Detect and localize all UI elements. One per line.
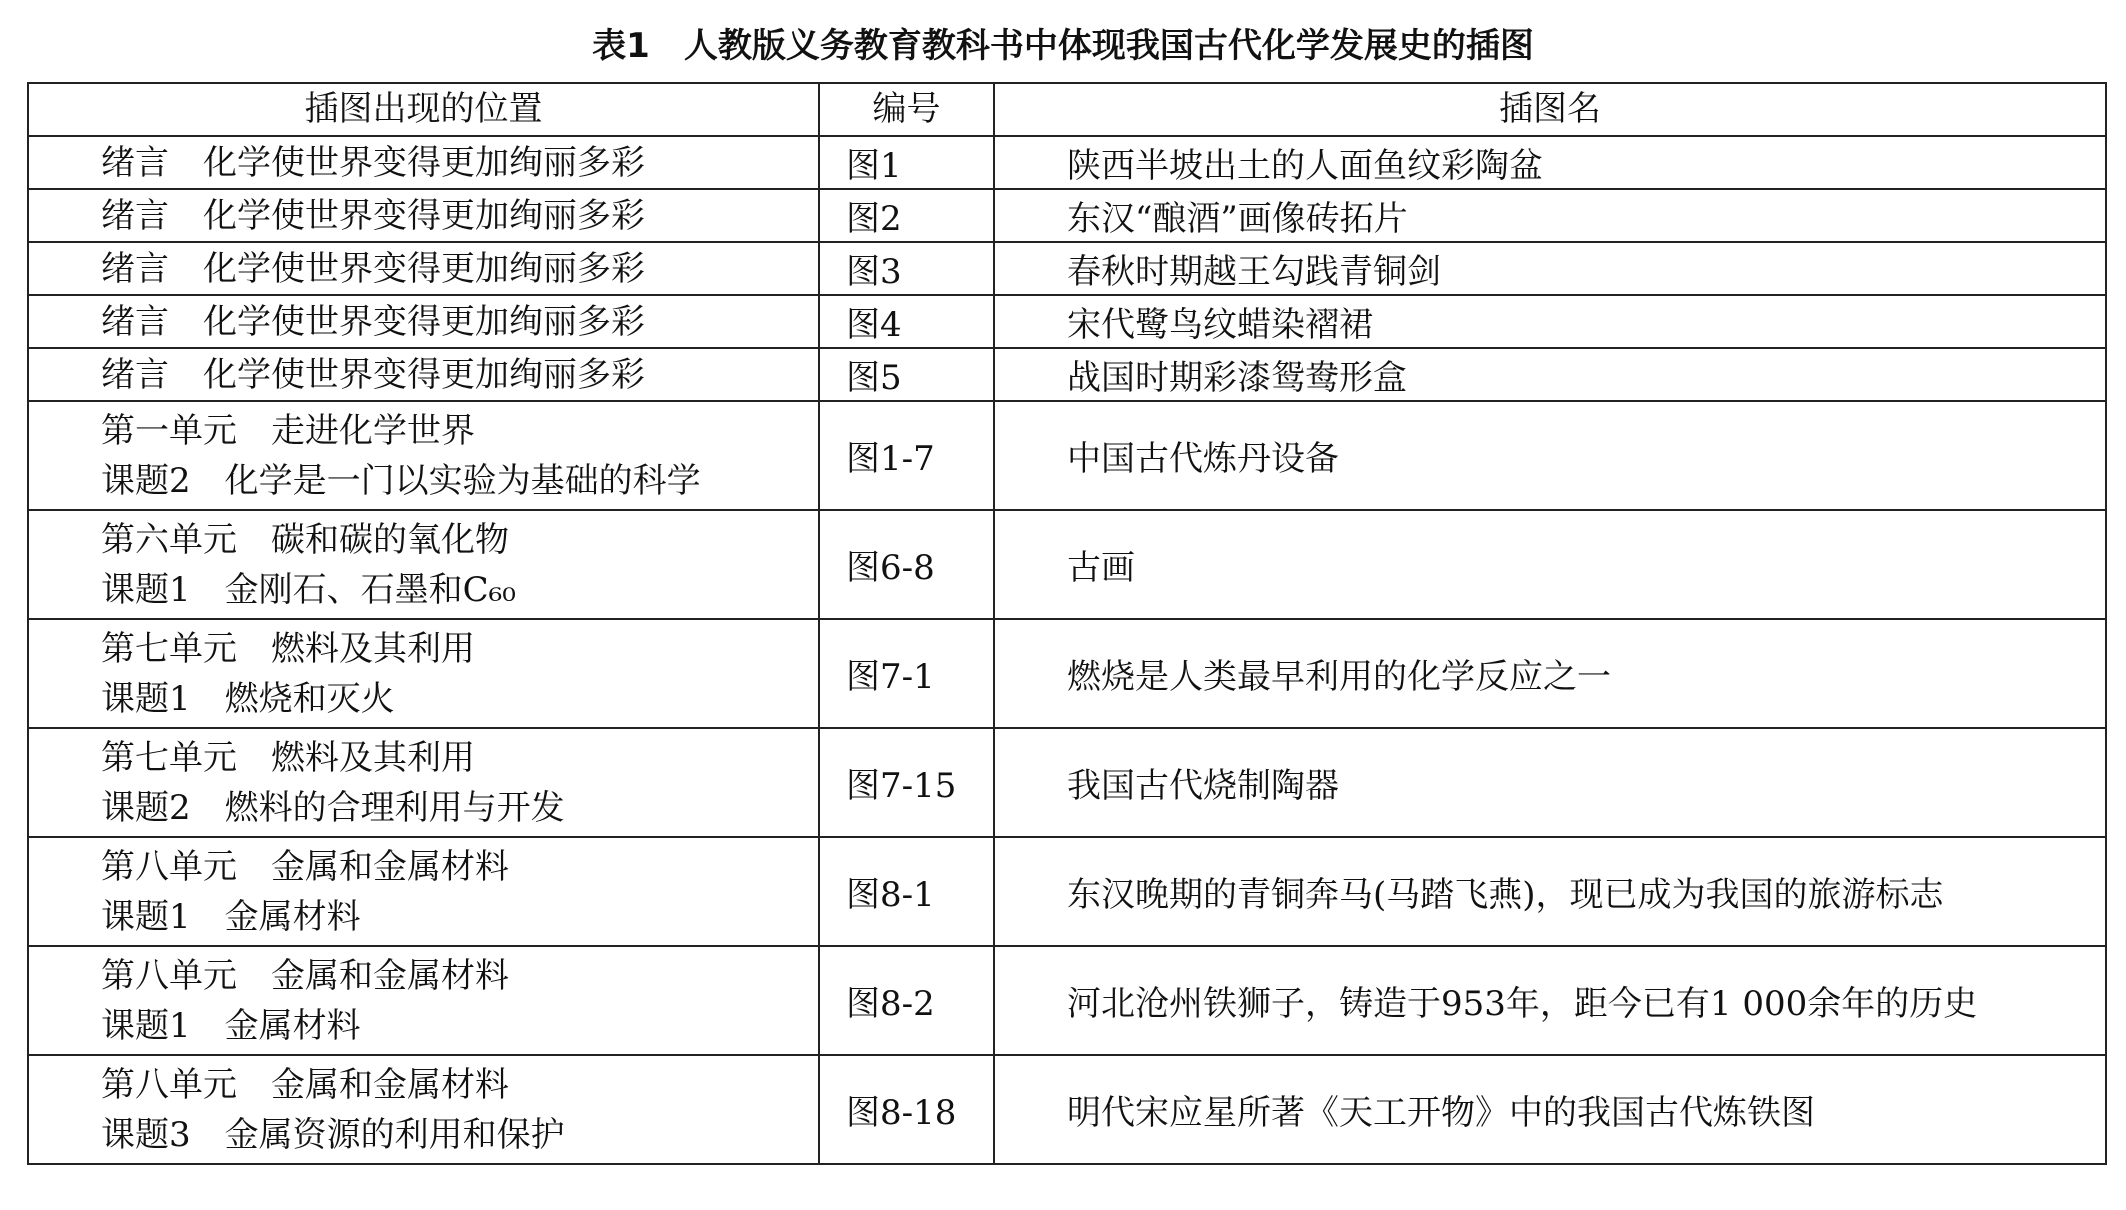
position-line: 绪言 化学使世界变得更加绚丽多彩 xyxy=(101,142,645,183)
cell-name: 古画 xyxy=(994,510,2106,619)
position-line: 绪言 化学使世界变得更加绚丽多彩 xyxy=(101,354,645,395)
cell-name: 明代宋应星所著《天工开物》中的我国古代炼铁图 xyxy=(994,1055,2106,1164)
cell-number: 图8-18 xyxy=(819,1055,994,1164)
cell-name: 中国古代炼丹设备 xyxy=(994,401,2106,510)
table-row xyxy=(28,510,2106,619)
cell-number: 图7-1 xyxy=(819,619,994,728)
position-line-unit: 第七单元 燃料及其利用 xyxy=(101,737,475,778)
position-line-topic: 课题1 燃烧和灭火 xyxy=(101,678,395,719)
position-line-unit: 第七单元 燃料及其利用 xyxy=(101,628,475,669)
table-row xyxy=(28,619,2106,728)
header-number: 编号 xyxy=(819,83,994,136)
cell-position xyxy=(28,401,819,510)
position-line-topic: 课题2 燃料的合理利用与开发 xyxy=(101,787,565,828)
cell-number: 图1-7 xyxy=(819,401,994,510)
position-line-unit: 第一单元 走进化学世界 xyxy=(101,410,475,451)
cell-position xyxy=(28,619,819,728)
position-line-unit: 第六单元 碳和碳的氧化物 xyxy=(101,519,509,560)
header-position: 插图出现的位置 xyxy=(28,83,819,136)
cell-name: 东汉“酿酒”画像砖拓片 xyxy=(994,189,2106,242)
cell-name: 河北沧州铁狮子，铸造于953年，距今已有1 000余年的历史 xyxy=(994,946,2106,1055)
cell-number: 图8-2 xyxy=(819,946,994,1055)
table-row xyxy=(28,946,2106,1055)
position-line-unit: 第八单元 金属和金属材料 xyxy=(101,955,509,996)
table-row xyxy=(28,189,2106,242)
table-row xyxy=(28,295,2106,348)
position-line-topic: 课题1 金属材料 xyxy=(101,896,361,937)
position-line-topic: 课题1 金属材料 xyxy=(101,1005,361,1046)
table-row xyxy=(28,348,2106,401)
cell-number: 图3 xyxy=(819,242,994,295)
cell-number: 图1 xyxy=(819,136,994,189)
position-line-unit: 第八单元 金属和金属材料 xyxy=(101,846,509,887)
table-title: 表1 人教版义务教育教科书中体现我国古代化学发展史的插图 xyxy=(592,26,1534,66)
cell-position xyxy=(28,728,819,837)
table-row xyxy=(28,728,2106,837)
table-row xyxy=(28,1055,2106,1164)
cell-name: 我国古代烧制陶器 xyxy=(994,728,2106,837)
cell-number: 图5 xyxy=(819,348,994,401)
cell-position xyxy=(28,189,819,242)
cell-position xyxy=(28,348,819,401)
position-line-topic: 课题3 金属资源的利用和保护 xyxy=(101,1114,565,1155)
cell-position xyxy=(28,946,819,1055)
table-row xyxy=(28,136,2106,189)
table-row xyxy=(28,401,2106,510)
cell-name: 战国时期彩漆鸳鸯形盒 xyxy=(994,348,2106,401)
position-line: 绪言 化学使世界变得更加绚丽多彩 xyxy=(101,248,645,289)
table-row xyxy=(28,242,2106,295)
cell-position xyxy=(28,136,819,189)
cell-number: 图6-8 xyxy=(819,510,994,619)
cell-number: 图8-1 xyxy=(819,837,994,946)
table-row xyxy=(28,837,2106,946)
cell-position xyxy=(28,510,819,619)
cell-name: 陕西半坡出土的人面鱼纹彩陶盆 xyxy=(994,136,2106,189)
position-line: 绪言 化学使世界变得更加绚丽多彩 xyxy=(101,301,645,342)
header-name: 插图名 xyxy=(994,83,2106,136)
position-line-unit: 第八单元 金属和金属材料 xyxy=(101,1064,509,1105)
cell-name: 东汉晚期的青铜奔马(马踏飞燕)，现已成为我国的旅游标志 xyxy=(994,837,2106,946)
position-line-topic: 课题2 化学是一门以实验为基础的科学 xyxy=(101,460,701,501)
position-line: 绪言 化学使世界变得更加绚丽多彩 xyxy=(101,195,645,236)
cell-name: 春秋时期越王勾践青铜剑 xyxy=(994,242,2106,295)
data-table xyxy=(27,82,2107,1165)
cell-name: 燃烧是人类最早利用的化学反应之一 xyxy=(994,619,2106,728)
cell-position xyxy=(28,295,819,348)
cell-number: 图7-15 xyxy=(819,728,994,837)
cell-position xyxy=(28,837,819,946)
cell-number: 图4 xyxy=(819,295,994,348)
cell-position xyxy=(28,242,819,295)
cell-name: 宋代鹭鸟纹蜡染褶裙 xyxy=(994,295,2106,348)
cell-position xyxy=(28,1055,819,1164)
position-line-topic: 课题1 金刚石、石墨和C₆₀ xyxy=(101,569,516,610)
header-row xyxy=(28,83,2106,136)
cell-number: 图2 xyxy=(819,189,994,242)
